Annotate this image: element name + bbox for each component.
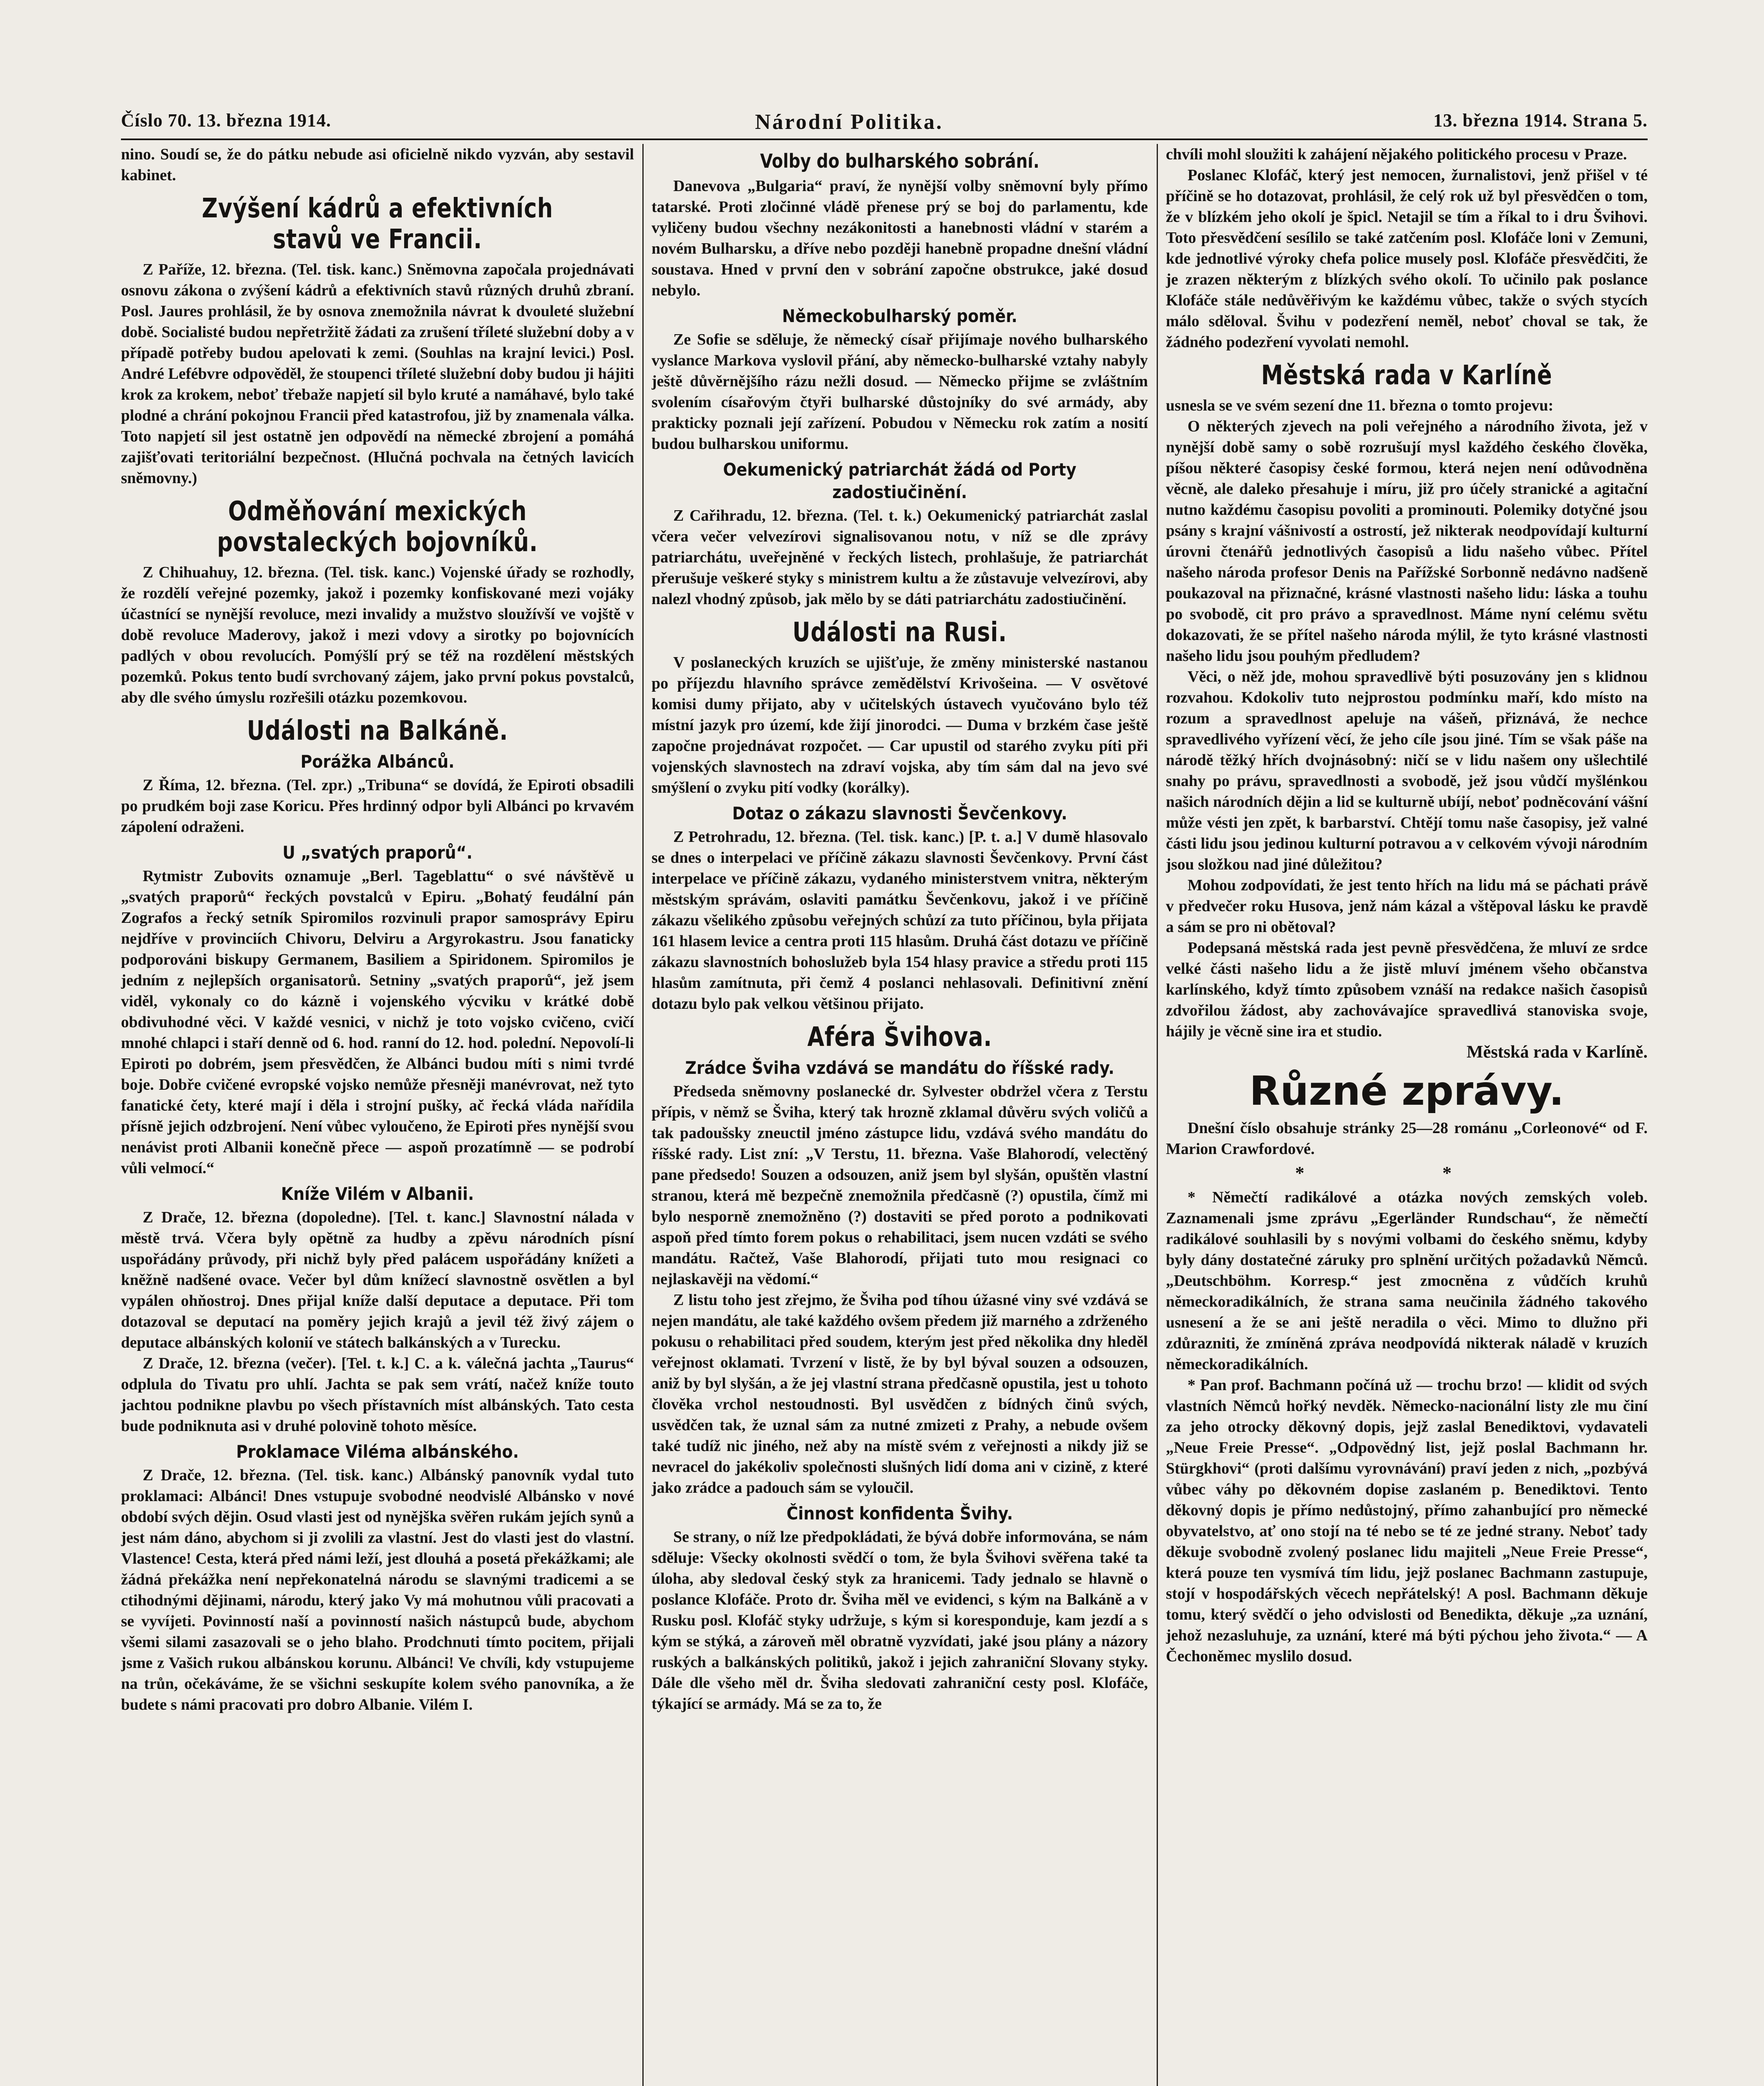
article-paragraph: Podepsaná městská rada jest pevně přesvědčena, že mluví ze srdce velké části našeho lidu a že jistě mluví jménem všeho občanstva karlínského, když tímto způsobem vznáší na redakce našich časopisů zdvořilou žádost, aby zachovávajíce spravedlivá stanoviska svoje, hájily je věcně sine ira et studio. <box>1166 939 1648 1040</box>
article-paragraph: Z Petrohradu, 12. března. (Tel. tisk. kanc.) [P. t. a.] V dumě hlasovalo se dnes o interpelaci ve příčině zákazu slavnosti Ševčenkovy. První část interpelace ve příčině zákazu, vydaného ministerstvem vnitra, některým městským správám, oslaviti památku Ševčenkovu, jakož i ve příčině zákazu všelikého způsobu veřejných schůzí za tuto příčinou, byla přijata 161 hlasem levice a centra proti 115 hlasům. Druhá část dotazu ve příčině zákazu slavnostních bohoslužeb byla 154 hlasy pravice a středu proti 115 hlasům zamítnuta, při čemž 4 poslanci nehlasovali. Definitivní znění dotazu bylo pak velkou většinou přijato. <box>652 828 1148 1013</box>
header-rule <box>121 139 1648 140</box>
article-paragraph: Z Drače, 12. března (dopoledne). [Tel. t. kanc.] Slavnostní nálada v městě trvá. Včera byly opětně za hudby a zpěvu národních písní uspořádány průvody, při nichž byly před palácem uspořádány knížeti a kněžně nadšené ovace. Večer byl dům knížecí slavnostně osvětlen a byl vypálen ohňostroj. Dnes přijal kníže další deputace a deputace. Při tom dotazoval se deputací na poměry jejich krajů a jevil též živý zájem o deputace albánských kolonií ve státech balkánských a v Turecku. <box>121 1209 634 1351</box>
article-paragraph: V poslaneckých kruzích se ujišťuje, že změny ministerské nastanou po příjezdu hlavního správce zemědělství Krivošeina. — V osvětové komisi dumy přijato, aby v učitelských ústavech vyučováno bylo též místní jazyk pro území, kde žijí jinorodci. — Duma v brzkém čase ještě započne projednávat rozpočet. — Car upustil od starého zvyku píti při vojenských slavnostech na zdraví vojska, aby tím sám dal na jevo své smýšlení o zvyku pití vodky (korálky). <box>652 654 1148 796</box>
issue-date-left: Číslo 70. 13. března 1914. <box>121 110 331 131</box>
headline-mexico: Odměňování mexických povstaleckých bojovníků. <box>217 496 538 558</box>
column-divider-1 <box>642 144 644 2086</box>
subheadline: Německobulharský poměr. <box>782 306 1017 326</box>
headline-france-army: Zvýšení kádrů a efektivních stavů ve Francii. <box>201 193 554 255</box>
newspaper-title: Národní Politika. <box>755 110 944 134</box>
headline-balkans: Události na Balkáně. <box>247 715 508 746</box>
subheadline: Činnost konfidenta Švihy. <box>786 1503 1013 1524</box>
column-2 <box>652 144 1148 2086</box>
article-paragraph: O některých zjevech na poli veřejného a národního života, jež v nynější době samy o sobě rozrušují mysl každého českého člověka, píšou některé časopisy české formou, která nejen není odůvodněna věcně, ale daleko přesahuje i míru, již pro účely stranické a agitační nutno každému časopisu povoliti a prominouti. Polemiky dotyčné jsou psány s krajní vášnivostí a ostrostí, jež nikterak neodpovídají kulturní úrovni čtenářů jednotlivých časopisů a lidu našeho vůbec. Přítel našeho národa profesor Denis na Pařížské Sorbonně nedávno nadšeně poukazoval na přiznačné, krásné vlastnosti našeho lidu: láska a touhu po svobodě, cit pro právo a spravedlnost. Máme nyní celému světu dokazovati, že se přítel našeho národa mýlil, že tyto krásné vlastnosti našeho lidu jsou pouhým předludem? <box>1166 418 1648 665</box>
section-stars: * * <box>1295 1163 1518 1183</box>
column-3 <box>1166 144 1648 2086</box>
headline-karlin-council: Městská rada v Karlíně <box>1261 360 1553 391</box>
article-paragraph: Danevova „Bulgaria“ praví, že nynější volby sněmovní byly přímo tatarské. Proti zločinné vládě přenese prý se boj do parlamentu, kde vyličeny budou všechny nezákonitosti a hanebnosti vládní v starém a novém Bulharsku, a dříve nebo později hanebně propadne dnešní vládní soustava. Hned v první den v sobrání započne obstrukce, jaké dosud nebylo. <box>652 177 1148 299</box>
article-paragraph: Ze Sofie se sděluje, že německý císař přijímaje nového bulharského vyslance Markova vyslovil přání, aby německo-bulharské vztahy nabyly ještě důvěrnějšího rázu nežli dosud. — Německo přijme se zvláštním svolením císařovým čtyři bulharské důstojníky do své armády, aby prakticky poznali její zařízení. Pobudou v Německu rok zatím a nosití budou bulharskou uniformu. <box>652 331 1148 453</box>
article-paragraph: Z Říma, 12. března. (Tel. zpr.) „Tribuna“ se dovídá, že Epiroti obsadili po prudkém boji zase Koricu. Přes hrdinný odpor byli Albánci po krvavém zápolení odraženi. <box>121 776 634 836</box>
article-paragraph: * Pan prof. Bachmann počíná už — trochu brzo! — klidit od svých vlastních Němců hořký nevděk. Německo-nacionální listy zle mu činí za jeho otrocky děkovný dopis, jejž zaslal Benediktovi, vydavateli „Neue Freie Presse“. „Odpovědný list, jejž poslal Bachmann hr. Stürgkhovi“ (proti dalšímu vyrovnávání) praví jeden z nich, „pozbývá vůbec váhy po děkovném dopise zaslaném p. Benediktovi. Tento děkovný dopis je přímo nedůstojný, přímo zahanbující pro německé obyvatelstvo, ať ono stojí na té nebo se té ze jedné strany. Neboť tady děkuje svobodně zvolený poslanec lidu majiteli „Neue Freie Presse“, která pouze ten vysmívá tím lidu, jejž poslanec Bachmann zastupuje, stojí v hospodářských věcech nepřátelský! A posl. Bachmann děkuje tomu, který svědčí o jeho odvislosti od Benedikta, děkuje „za uznání, jehož nezasluhuje, za uznání, které má býti pýchou jeho života.“ — A Čechoněmec myslilo dosud. <box>1166 1376 1648 1665</box>
article-paragraph: * Němečtí radikálové a otázka nových zemských voleb. Zaznamenali jsme zprávu „Egerländer Rundschau“, že němečtí radikálové souhlasili by s novými volbami do českého sněmu, kdyby byly dány dostatečné záruky pro splnění určitých požadavků Němců. „Deutschböhm. Korresp.“ jest zmocněna z vůdčích kruhů německoradikálních, že strana sama neučinila žádného takového usnesení a že se ani ještě neradila o věci. Mimo to dlužno při zdůrazniti, že zmíněná zpráva neodpovídá nikterak náladě v kruzích německoradikálních. <box>1166 1189 1648 1373</box>
article-paragraph: Věci, o něž jde, mohou spravedlivě býti posuzovány jen s klidnou rozvahou. Kdokoliv tuto nejprostou podmínku maří, kdo místo na rozum a spravedlnost apeluje na vášeň, přiznává, že nechce spravedlivého vyřízení věcí, že jeho cíle jsou jiné. Tím se však páše na národě těžký hřích dvojnásobný: ničí se v lidu našem ony ušlechtilé snahy po právu, spravedlnosti a svobodě, jež jsou vůdčí myšlénkou našich národních dějin a lid se kulturně ubíjí, neboť podněcování vášní může vésti jen zpět, k barbarství. Chtějí tomu naše časopisy, jež valné části lidu jsou jedinou kulturní potravou a v celkovém vývoji národním jsou složkou nad jiné důležitou? <box>1166 668 1648 873</box>
subheadline: Oekumenický patriarchát žádá od Porty zadostiučinění. <box>723 459 1077 502</box>
article-paragraph: Z Chihuahuy, 12. března. (Tel. tisk. kanc.) Vojenské úřady se rozhodly, že rozdělí veřejné pozemky, jakož i pozemky konfiskované mezi vojáky účastnící se nynější revoluce, mezi invalidy a mužstvo sloužívší ve vojště v době revoluce Maderovy, jakož i mezi vdovy a sirotky po bojovnících padlých v obou revolucích. Pomýšlí prý se též na rozdělení městských pozemků. Pokus tento budí svrchovaný zájem, jako první pokus povstalců, aby dle svého úmyslu rozřešili otázku pozemkovou. <box>121 564 634 706</box>
article-paragraph: Z listu toho jest zřejmo, že Šviha pod tíhou úžasné viny své vzdává se nejen mandátu, ale také každého ovšem předem již marného a zdrženého pokusu o rehabilitaci před soudem, kterým jest před několika dny hleděl veřejnost oklamati. Tvrzení v listě, že by byl býval souzen a odsouzen, aniž by byl slyšán, a že jej vlastní strana předčasně opustila, jest u tohoto člověka vrchol nestoudnosti. Byl usvědčen z bídných činů svých, usvědčen tak, že uznal sám za nutné zmizeti z Prahy, a nebude ovšem také tudíž nic jiného, než aby na místě svém z veřejnosti a nikdy již se nevracel do jakékoliv společnosti slušných lidí doma ani v cizině, z které jako zrádce a padouch sám se vyloučil. <box>652 1291 1148 1496</box>
article-paragraph: Z Cařihradu, 12. března. (Tel. t. k.) Oekumenický patriarchát zaslal včera večer velvezírovi signalisovanou notu, v níž se dle zprávy patriarchátu, uveřejněné v řeckých listech, prohlašuje, že patriarchát přerušuje veškeré styky s ministrem kultu a že zůstavuje velvezírovi, aby nalezl vhodný způsob, jak mělo by se dáti patriarchátu zadostiučinění. <box>652 507 1148 608</box>
column-1 <box>121 144 634 2086</box>
subheadline: Dotaz o zákazu slavnosti Ševčenkovy. <box>732 803 1067 824</box>
subheadline: Zrádce Šviha vzdává se mandátu do říšské rady. <box>685 1058 1115 1078</box>
article-continuation: nino. Soudí se, že do pátku nebude asi oficielně nikdo vyzván, aby sestavil kabinet. <box>121 146 634 184</box>
article-paragraph: Rytmistr Zubovits oznamuje „Berl. Tageblattu“ o své návštěvě u „svatých praporů“ řeckých povstalců v Epiru. „Bohatý feudální pán Zografos a řecký setník Spiromilos rozvinuli prapor samosprávy Epiru nejdříve v provinciích Chivoru, Delviru a Argyrokastru. Jsou fanaticky podporováni biskupy Germanem, Basiliem a Spiridonem. Spiromilos je jedním z nejlepších organisatorů. Setniny „svatých praporů“, jež jsem viděl, vykonaly co do kázně i vojenského výcviku v krátké době obdivuhodné věci. V každé vesnici, v nichž je toto vojsko cvičeno, cvičí mnohé chlapci i staří denně od 6. hod. ranní do 12. hod. polední. Nepovolí-li Epiroti po dobrém, jsem přesvědčen, že Albánci budou míti s nimi tvrdé boje. Dobře cvičené evropské vojsko nemůže přesněji manévrovat, než tyto fanatické čety, které mají i děla i strojní pušky, ač řecká vláda nařídila přísně jejich odzbrojení. Není vůbec vyloučeno, že Epiroti přes nynější svou nenávist proti Albanii konečně přece — aspoň prozatímně — se podrobí vůli velmocí.“ <box>121 867 634 1177</box>
article-paragraph: Se strany, o níž lze předpokládati, že bývá dobře informována, se nám sděluje: Všecky okolnosti svědčí o tom, že byla Švihovi svěřena také ta úloha, aby sledoval český styk za hranicemi. Tady jednalo se hlavně o poslance Klofáče. Proto dr. Šviha měl ve evidenci, s kým na Balkáně a v Rusku posl. Klofáč styky udržuje, s kým si koresponduje, kam jezdí a s kým se stýká, a zároveň měl obratně vyzvídati, jaké jsou plány a názory ruských a balkánských politiků, jakož i jejich zahraniční Slovany styky. Dále dle všeho měl dr. Šviha sledovati zahraniční cesty posl. Klofáče, týkající se armády. Má se za to, že <box>652 1528 1148 1713</box>
headline-bulgaria-elections: Volby do bulharského sobrání. <box>760 150 1039 172</box>
subheadline: Porážka Albánců. <box>300 751 455 772</box>
article-paragraph: Mohou zodpovídati, že jest tento hřích na lidu má se páchati právě v předvečer roku Husova, jenž nám kázal a vštěpoval lásku ke pravdě a sám se pro ni obětoval? <box>1166 877 1648 936</box>
page-number-right: 13. března 1914. Strana 5. <box>1433 110 1648 131</box>
column-divider-2 <box>1157 144 1158 2086</box>
subheadline: Proklamace Viléma albánského. <box>236 1441 519 1462</box>
article-continuation: chvíli mohl sloužiti k zahájení nějakého politického procesu v Praze. <box>1166 146 1627 163</box>
article-paragraph: Z Paříže, 12. března. (Tel. tisk. kanc.) Sněmovna započala projednávati osnovu zákona o zvýšení kádrů a efektivních stavů různých druhů zbraní. Posl. Jaures prohlásil, že by osnova znemožnila návrat k dvouleté služební době. Socialisté budou nepřetržitě žádati za zrušení tříleté služební doby a v případě potřeby budou apelovati k zemi. (Souhlas na krajní levici.) Posl. André Lefébvre odpověděl, že stoupenci tříleté služební doby budou ji hájiti krok za krokem, neboť třebaže napjetí sil bylo kruté a namáhavé, bylo také plodné a chrání pokojnou Francii před katastrofou, již by znamenala válka. Toto napjetí sil jest ostatně jen odpovědí na německé zbrojení a pomáhá zajišťovati teritoriální bezpečnost. (Hlučná pochvala na četných lavicích sněmovny.) <box>121 261 634 487</box>
article-paragraph: Předseda sněmovny poslanecké dr. Sylvester obdržel včera z Terstu přípis, v němž se Šviha, který tak hrozně zklamal důvěru svých voličů a tak padoušsky zneuctil jméno zástupce lidu, vzdává svého mandátu do říšské rady. List zní: „V Terstu, 11. března. Vaše Blahorodí, velectěný pane předsedo! Souzen a odsouzen, aniž jsem byl slyšán, opuštěn vlastní stranou, která mě bezpečně znemožnila předčasně (?) opustila, čímž mi bylo nesporně znemožněno (?) dostaviti se před poroto a podnikovati aspoň před tímto forem pokus o rehabilitaci, jsem nucen vzdáti se svého mandátu. Račtež, Vaše Blahorodí, přijati tuto mou resignaci co nejlaskavěji na vědomí.“ <box>652 1083 1148 1288</box>
subheadline: Kníže Vilém v Albanii. <box>281 1184 474 1204</box>
article-lead: usnesla se ve svém sezení dne 11. března o tomto projevu: <box>1166 397 1554 414</box>
headline-sviha-affair: Aféra Švihova. <box>807 1022 992 1053</box>
article-paragraph: Z Drače, 12. března. (Tel. tisk. kanc.) Albánský panovník vydal tuto proklamaci: Albánci! Dnes vstupuje svobodné neodvislé Albánsko v nové období svých dějin. Osud vlasti jest od nynějška svěřen rukám jejích synů a jest nám dáno, abychom si ji zvolili za vlastní. Jest do vlasti jest do vlastní. Vlastence! Cesta, která před námi leží, jest dlouhá a posetá překážkami; ale žádná překážka není nepřekonatelná národu se slavnými tradicemi a se ctihodnými dějinami, národu, který jako Vy má mohutnou vůli pracovati a se vyvíjeti. Povinností naší a povinností našich nástupců bude, abychom všemi silami zasazovali se o jeho blaho. Prodchnuti tímto pocitem, přijali jsme z Vašich rukou albánskou korunu. Albánci! Ve chvíli, kdy vstupujeme na trůn, očekáváme, že se všichni seskupíte kolem svého panovníka, a že budete s námi pracovati pro dobro Albanie. Vilém I. <box>121 1466 634 1713</box>
article-paragraph: Poslanec Klofáč, který jest nemocen, žurnalistovi, jenž přišel v té příčině se ho dotazovat, prohlásil, že celý rok už byl přesvědčen o tom, že v blízkém jeho okolí je špicl. Netajil se tím a říkal to i dru Švihovi. Toto přesvědčení sesílilo se také zatčením posl. Klofáče loni v Zemuni, kde jednotlivé výroky chefa police musely posl. Klofáče přesvědčiti, že je zrazen některým z blízkých svého okolí. To učinilo pak poslance Klofáče stále nedůvěřivým ke každému vůbec, takže o svých stycích málo sděloval. Švihu v podezření neměl, neboť choval se tak, že žádného podezření vyvolati nemohl. <box>1166 166 1648 351</box>
article-paragraph: Dnešní číslo obsahuje stránky 25—28 románu „Corleonové“ od F. Marion Crawfordové. <box>1166 1119 1648 1158</box>
headline-russia: Události na Rusi. <box>792 617 1007 648</box>
subheadline: U „svatých praporů“. <box>282 842 473 863</box>
signature: Městská rada v Karlíně. <box>1467 1043 1648 1062</box>
article-paragraph: Z Drače, 12. března (večer). [Tel. t. k.] C. a k. válečná jachta „Taurus“ odplula do Tivatu pro uhlí. Jachta se pak sem vrátí, načež kníže touto jachtou podnikne plavbu po všech přístavních míst albánských. Tato cesta bude podniknuta asi v druhé polovině tohoto měsíce. <box>121 1355 634 1435</box>
headline-various-news: Různé zprávy. <box>1249 1068 1564 1114</box>
masthead <box>121 106 1648 140</box>
